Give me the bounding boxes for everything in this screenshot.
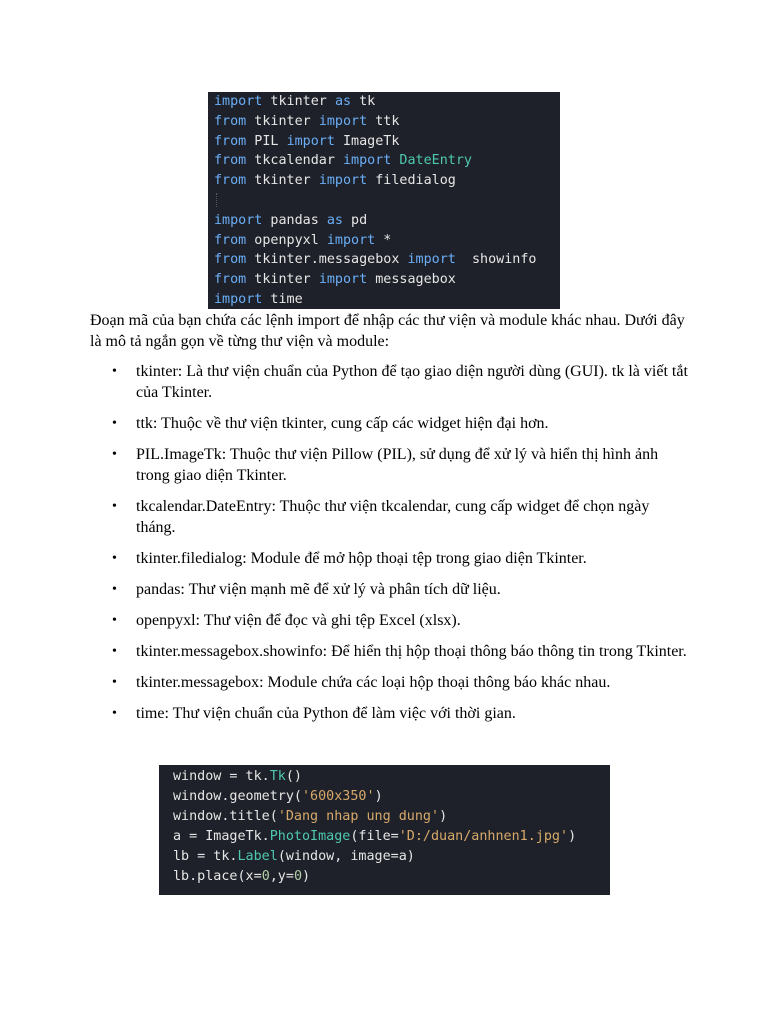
code-token: PIL [246,133,287,149]
list-item-text: pandas: Thư viện mạnh mẽ để xử lý và phân tích dữ liệu. [136,581,501,598]
code-token: (window, image=a) [277,849,415,864]
code-token: messagebox [367,272,456,288]
list-item [90,641,690,662]
list-item-text: tkinter: Là thư viện chuẩn của Python để tạo giao diện người dùng (GUI). tk là viết tắt của Tkinter. [136,363,688,401]
list-item-text: PIL.ImageTk: Thuộc thư viện Pillow (PIL), sử dụng để xử lý và hiển thị hình ảnh trong giao diện Tkinter. [136,446,659,484]
code-token: Tk [269,769,286,784]
bullet-icon: • [112,613,117,628]
code-line [214,231,560,251]
code-line [173,867,610,887]
bullet-icon: • [112,551,117,566]
code-line [214,290,560,310]
code-token: window.title( [173,809,278,824]
code-line [214,270,560,290]
list-item [90,548,690,569]
code-token: () [285,769,302,784]
code-token: as [334,94,352,109]
indent-guide [216,193,218,207]
code-token: PhotoImage [269,829,351,844]
code-line [214,132,560,152]
code-token: import [318,113,368,129]
code-token: pd [343,212,368,228]
code-token: ) [374,789,383,804]
code-token: window = tk. [173,769,270,784]
code-line [214,171,560,191]
list-item [90,361,690,403]
code-token: import [326,232,376,248]
code-token: '600x350' [302,789,375,804]
code-token: tkinter [246,173,319,189]
code-line [214,151,560,171]
code-token: Label [237,849,278,864]
code-token: ) [439,809,448,824]
code-token: 0 [261,869,270,884]
code-token: tkinter [246,113,319,129]
bullet-icon: • [112,447,117,462]
code-token: pandas [262,212,327,228]
list-item-text: tkinter.messagebox: Module chứa các loại hộp thoại thông báo khác nhau. [136,674,611,691]
bullet-icon: • [112,499,117,514]
list-item-text: tkinter.filedialog: Module để mở hộp thoại tệp trong giao diện Tkinter. [136,550,587,567]
list-item-text: tkcalendar.DateEntry: Thuộc thư viện tkcalendar, cung cấp widget để chọn ngày tháng. [136,498,650,536]
list-item-text: openpyxl: Thư viện để đọc và ghi tệp Excel (xlsx). [136,612,461,629]
code-screenshot-window-setup [159,765,610,895]
code-token: import [286,133,335,149]
list-item-text: tkinter.messagebox.showinfo: Để hiển thị hộp thoại thông báo thông tin trong Tkinter. [136,643,687,660]
code-token: import [214,94,263,109]
code-token: import [343,153,392,169]
list-item [90,703,690,724]
bullet-icon: • [112,416,117,431]
code-token: lb.place(x= [173,869,262,884]
code-token: import [318,173,368,189]
code-token: showinfo [455,252,537,268]
code-token: from [214,272,247,288]
list-item-text: time: Thư viện chuẩn của Python để làm việc với thời gian. [136,705,516,722]
code-line [214,112,560,132]
code-token: from [214,133,247,149]
code-token: ,y= [269,869,294,884]
code-token: as [326,212,343,228]
code-token: tkinter [262,94,335,109]
list-item [90,444,690,486]
code-token: import [407,252,456,268]
code-token: lb = tk. [173,849,238,864]
code-line [214,211,560,231]
code-line [214,250,560,270]
code-token: tkcalendar [246,153,343,169]
bullet-icon: • [112,364,117,379]
code-line [173,767,610,787]
code-token: 'Dang nhap ung dung' [277,809,440,824]
code-token: 0 [293,869,302,884]
code-line [214,191,560,211]
code-token: filedialog [367,173,456,189]
list-item [90,579,690,600]
code-token: (file= [350,829,399,844]
code-line [173,827,610,847]
code-line [173,787,610,807]
code-token: ttk [367,113,400,129]
code-token: from [214,113,247,129]
code-token: ) [568,829,577,844]
code-token: import [214,212,263,228]
bullet-icon: • [112,675,117,690]
code-token: from [214,173,247,189]
code-token: a = ImageTk. [173,829,270,844]
bullet-icon: • [112,644,117,659]
bullet-icon: • [112,706,117,721]
code-token: window.geometry( [173,789,302,804]
code-token: DateEntry [391,153,472,169]
code-token: tk [351,94,376,109]
list-item [90,496,690,538]
code-line [173,807,610,827]
code-token: time [262,291,303,307]
list-item [90,672,690,693]
list-item [90,610,690,631]
library-list [90,361,690,734]
code-token: from [214,252,247,268]
code-token: tkinter.messagebox [246,252,408,268]
code-line [173,847,610,867]
bullet-icon: • [112,582,117,597]
code-token: import [318,272,368,288]
code-token: import [214,291,263,307]
code-token: ) [302,869,311,884]
list-item-text: ttk: Thuộc về thư viện tkinter, cung cấp các widget hiện đại hơn. [136,415,549,432]
code-token: openpyxl [246,232,327,248]
code-token: tkinter [246,272,319,288]
code-screenshot-imports [208,92,560,309]
list-item [90,413,690,434]
code-token: 'D:/duan/anhnen1.jpg' [398,829,569,844]
code-token: * [375,232,392,248]
code-token: from [214,153,247,169]
code-line [214,92,560,112]
code-token: ImageTk [334,133,400,149]
code-token: from [214,232,247,248]
intro-paragraph: Đoạn mã của bạn chứa các lệnh import để nhập các thư viện và module khác nhau. Dưới đây là mô tả ngắn gọn về từng thư viện và module: [90,312,685,350]
